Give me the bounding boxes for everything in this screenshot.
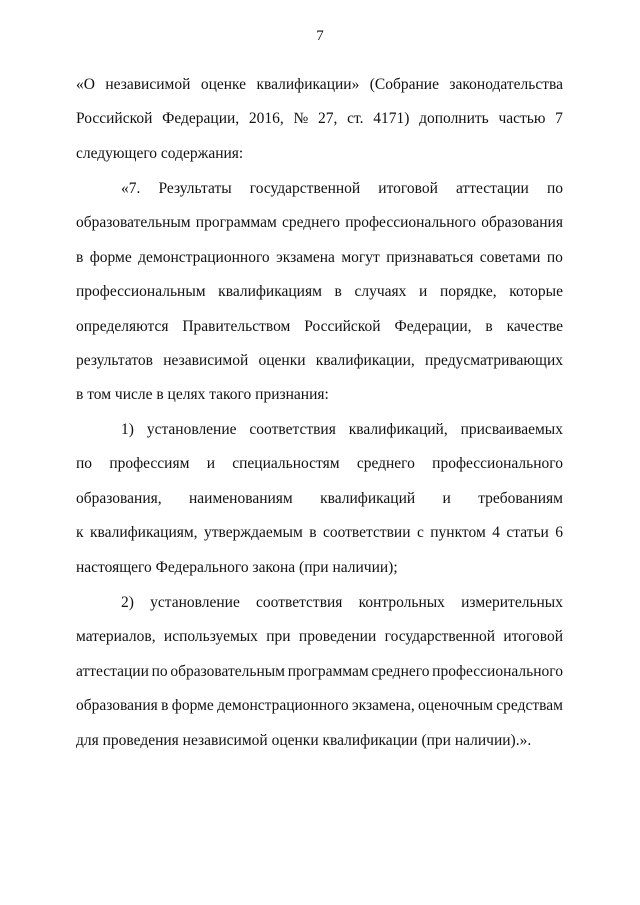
- word: профессионального: [345, 214, 477, 232]
- word: по: [151, 662, 168, 680]
- word: итоговой: [378, 180, 438, 197]
- word: и: [442, 489, 451, 507]
- word: профессиональным: [76, 283, 206, 301]
- word: 2): [121, 594, 134, 611]
- word: квалификации»: [256, 76, 360, 93]
- word: материалов,: [76, 628, 156, 646]
- word: независимой: [105, 76, 191, 93]
- word: Правительством: [182, 317, 291, 335]
- word: к: [76, 524, 84, 542]
- word: которые: [509, 283, 563, 301]
- word: аттестации: [76, 662, 149, 680]
- word: в: [161, 697, 169, 715]
- word: в: [485, 317, 493, 335]
- text-line: настоящего Федерального закона (при наличии);: [76, 558, 398, 576]
- text-line: в том числе в целях такого признания:: [76, 386, 329, 404]
- word: среднего: [371, 662, 430, 680]
- word: ст.: [347, 110, 364, 128]
- word: по: [76, 455, 93, 473]
- word: образовательным: [170, 662, 285, 680]
- word: оценки: [258, 351, 306, 369]
- word: программам: [195, 214, 277, 232]
- word: и: [206, 455, 215, 473]
- text-line: [76, 516, 563, 550]
- word: квалификаций: [320, 489, 416, 507]
- word: форме: [171, 697, 214, 715]
- word: в: [309, 524, 317, 542]
- word: 4171): [373, 110, 410, 128]
- word: соответствии: [322, 524, 411, 542]
- word: образовательным: [76, 214, 191, 232]
- word: (Собрание: [369, 76, 439, 93]
- word: образования: [76, 697, 158, 715]
- word: признаваться: [386, 248, 474, 266]
- word: форме: [89, 248, 132, 266]
- text-line: [76, 620, 563, 654]
- word: дополнить: [419, 110, 489, 128]
- text-line: [76, 172, 563, 206]
- word: демонстрационного: [217, 697, 349, 715]
- word: по: [546, 180, 563, 197]
- text-line: [76, 310, 563, 344]
- word: квалификаций,: [348, 421, 448, 438]
- word: государственной: [384, 628, 496, 646]
- word: квалификациям: [218, 283, 322, 301]
- text-line: [76, 413, 563, 447]
- word: частью: [498, 110, 546, 128]
- word: контрольных: [358, 594, 445, 611]
- word: среднего: [356, 455, 415, 473]
- word: при: [266, 628, 291, 646]
- word: законодательства: [449, 76, 563, 93]
- text-line: [76, 447, 563, 481]
- word: наименованиям: [189, 489, 293, 507]
- word: в: [76, 248, 84, 266]
- word: проведении: [298, 628, 377, 646]
- word: Российской: [304, 317, 381, 335]
- word: квалификации,: [315, 351, 415, 369]
- word: 4: [492, 524, 500, 542]
- word: профессионального: [432, 662, 563, 680]
- text-line: [76, 586, 563, 620]
- word: оценочным: [418, 697, 493, 715]
- word: в: [334, 283, 342, 301]
- word: пунктом: [430, 524, 486, 542]
- word: и: [419, 283, 428, 301]
- text-line: [76, 655, 563, 689]
- word: 6: [555, 524, 563, 542]
- word: могут: [341, 248, 380, 266]
- word: Федерации,: [394, 317, 472, 335]
- word: 2016,: [248, 110, 284, 128]
- word: Результаты: [158, 180, 232, 197]
- word: предусматривающих: [425, 351, 563, 369]
- word: Российской: [76, 110, 153, 128]
- page-number: 7: [316, 28, 324, 44]
- word: соответствия: [256, 594, 343, 611]
- paragraph: [76, 172, 563, 413]
- text-line: следующего содержания:: [76, 144, 244, 162]
- word: советами: [479, 248, 541, 266]
- text-line: [76, 68, 563, 102]
- word: «О: [76, 76, 95, 93]
- word: статьи: [506, 524, 549, 542]
- paragraph: [76, 68, 563, 171]
- word: независимой: [163, 351, 249, 369]
- text-line: [76, 482, 563, 516]
- word: утверждаемым: [203, 524, 303, 542]
- word: требованиям: [478, 489, 563, 507]
- word: образования: [481, 214, 563, 232]
- text-line: [76, 102, 563, 136]
- word: результатов: [76, 351, 153, 369]
- word: используемых: [163, 628, 258, 646]
- text-line: [76, 275, 563, 309]
- word: порядке,: [439, 283, 497, 301]
- word: программам: [287, 662, 369, 680]
- word: определяются: [76, 317, 169, 335]
- paragraph: [76, 413, 563, 585]
- word: 7: [555, 110, 563, 128]
- text-line: для проведения независимой оценки квалификации (при наличии).».: [76, 731, 532, 749]
- text-line: [76, 344, 563, 378]
- word: профессиям: [109, 455, 190, 473]
- word: №: [293, 110, 309, 128]
- word: квалификациям,: [89, 524, 198, 542]
- word: случаях: [354, 283, 407, 301]
- word: соответствия: [249, 421, 336, 438]
- word: с: [416, 524, 424, 542]
- word: специальностям: [232, 455, 340, 473]
- text-line: [76, 206, 563, 240]
- word: средствам: [496, 697, 563, 715]
- word: 1): [121, 421, 134, 438]
- word: Федерации,: [162, 110, 240, 128]
- word: среднего: [281, 214, 341, 232]
- word: установление: [150, 594, 240, 611]
- word: образования,: [76, 489, 162, 507]
- word: экзамена: [276, 248, 335, 266]
- text-line: [76, 241, 563, 275]
- word: качестве: [506, 317, 563, 335]
- word: по: [546, 248, 563, 266]
- word: итоговой: [503, 628, 563, 646]
- word: оценке: [200, 76, 247, 93]
- word: установление: [146, 421, 237, 438]
- word: экзамена,: [351, 697, 415, 715]
- word: 27,: [318, 110, 338, 128]
- word: присваиваемых: [460, 421, 563, 438]
- paragraph: [76, 586, 563, 758]
- word: государственной: [249, 180, 361, 197]
- word: измерительных: [461, 594, 563, 611]
- word: профессионального: [432, 455, 563, 473]
- word: демонстрационного: [138, 248, 270, 266]
- word: аттестации: [455, 180, 529, 197]
- text-line: [76, 689, 563, 723]
- word: «7.: [121, 180, 141, 197]
